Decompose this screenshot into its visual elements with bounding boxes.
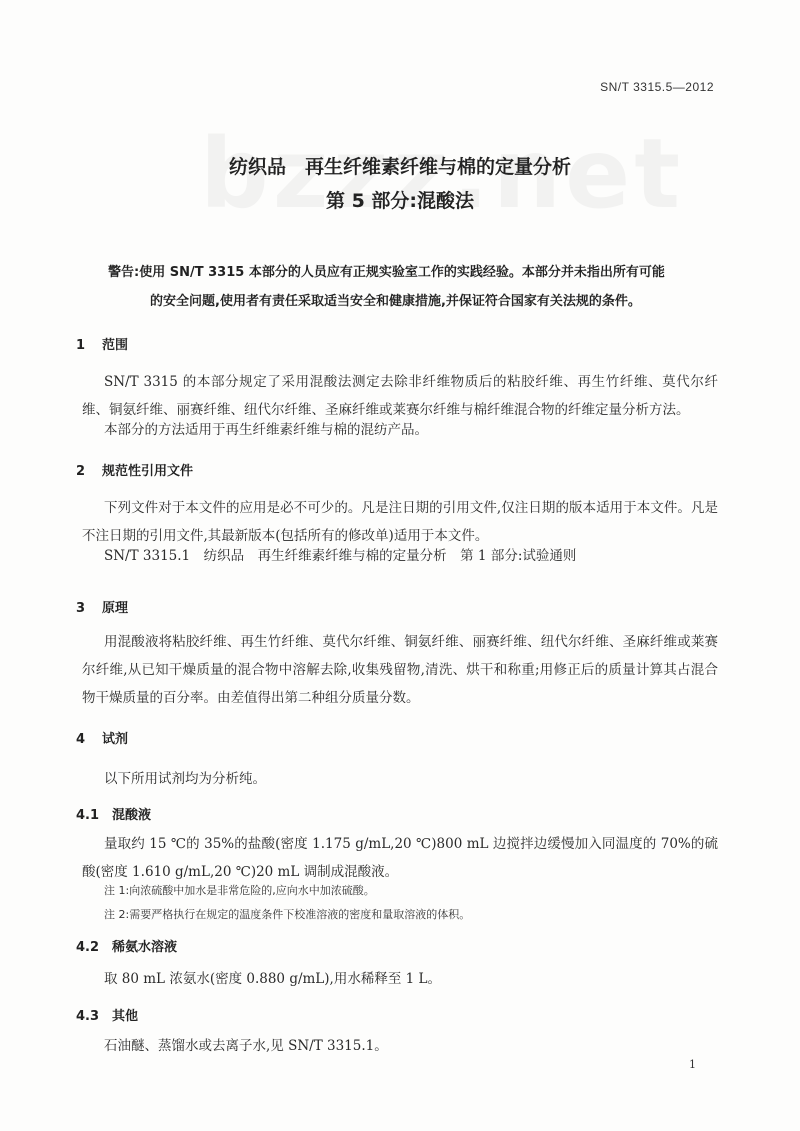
warning-label: 警告: [108, 265, 140, 280]
principle-paragraph: 用混酸液将粘胶纤维、再生竹纤维、莫代尔纤维、铜氨纤维、丽赛纤维、纽代尔纤维、圣麻纤维或莱赛尔纤维,从已知干燥质量的混合物中溶解去除,收集残留物,清洗、烘干和称重;用修正后的质量计算其占混合物干燥质量的百分率。由差值得出第二种组分质量分数。 [82, 634, 718, 706]
scope-paragraph: SN/T 3315 的本部分规定了采用混酸法测定去除非纤维物质后的粘胶纤维、再生竹纤维、莫代尔纤维、铜氨纤维、丽赛纤维、纽代尔纤维、圣麻纤维或莱赛尔纤维与棉纤维混合物的纤维定量分析方法。 [82, 374, 718, 418]
section-heading-principle [76, 597, 128, 616]
mixed-acid-paragraph: 量取约 15 ℃的 35%的盐酸(密度 1.175 g/mL,20 ℃)800 mL 边搅拌边缓慢加入同温度的 70%的硫酸(密度 1.610 g/mL,20 ℃)20 mL 调制成混酸液。 [82, 836, 718, 880]
warning-text-line1: 使用 SN/T 3315 本部分的人员应有正规实验室工作的实践经验。本部分并未指出所有可能 [139, 265, 665, 280]
subsection-heading-other [76, 1005, 138, 1024]
section-title: 规范性引用文件 [102, 464, 194, 479]
subsection-title: 混酸液 [112, 808, 152, 823]
subsection-number: 4.1 [76, 808, 100, 823]
subsection-number: 4.3 [76, 1009, 100, 1024]
subsection-heading-mixed-acid [76, 804, 151, 823]
note-1: 注 1:向浓硫酸中加水是非常危险的,应向水中加浓硫酸。 [104, 884, 375, 897]
references-paragraph: 下列文件对于本文件的应用是必不可少的。凡是注日期的引用文件,仅注日期的版本适用于本文件。凡是不注日期的引用文件,其最新版本(包括所有的修改单)适用于本文件。 [82, 500, 718, 544]
section-title: 试剂 [102, 732, 129, 747]
note-2: 注 2:需要严格执行在规定的温度条件下校准溶液的密度和量取溶液的体积。 [104, 908, 471, 921]
subsection-title: 稀氨水溶液 [112, 940, 178, 955]
reagents-intro: 以下所用试剂均为分析纯。 [104, 771, 266, 787]
page-number: 1 [689, 1058, 696, 1071]
section-title: 原理 [102, 601, 129, 616]
section-number: 1 [76, 338, 86, 353]
reference-item: SN/T 3315.1 纺织品 再生纤维素纤维与棉的定量分析 第 1 部分:试验通则 [104, 548, 577, 564]
subsection-title: 其他 [112, 1009, 139, 1024]
subsection-heading-ammonia [76, 936, 177, 955]
section-title: 范围 [102, 338, 129, 353]
section-heading-reagents [76, 728, 128, 747]
standard-number: SN/T 3315.5—2012 [600, 80, 714, 94]
subsection-number: 4.2 [76, 940, 100, 955]
section-number: 3 [76, 601, 86, 616]
section-heading-references [76, 460, 193, 479]
section-number: 2 [76, 464, 86, 479]
scope-applicability: 本部分的方法适用于再生纤维素纤维与棉的混纺产品。 [104, 422, 428, 438]
section-number: 4 [76, 732, 86, 747]
section-heading-scope [76, 334, 128, 353]
other-paragraph: 石油醚、蒸馏水或去离子水,见 SN/T 3315.1。 [104, 1038, 388, 1054]
document-subtitle: 第 5 部分:混酸法 [325, 190, 475, 212]
document-title: 纺织品 再生纤维素纤维与棉的定量分析 [228, 156, 571, 178]
warning-block [108, 258, 728, 316]
ammonia-paragraph: 取 80 mL 浓氨水(密度 0.880 g/mL),用水稀释至 1 L。 [104, 971, 441, 987]
warning-text-line2: 的安全问题,使用者有责任采取适当安全和健康措施,并保证符合国家有关法规的条件。 [150, 294, 641, 309]
